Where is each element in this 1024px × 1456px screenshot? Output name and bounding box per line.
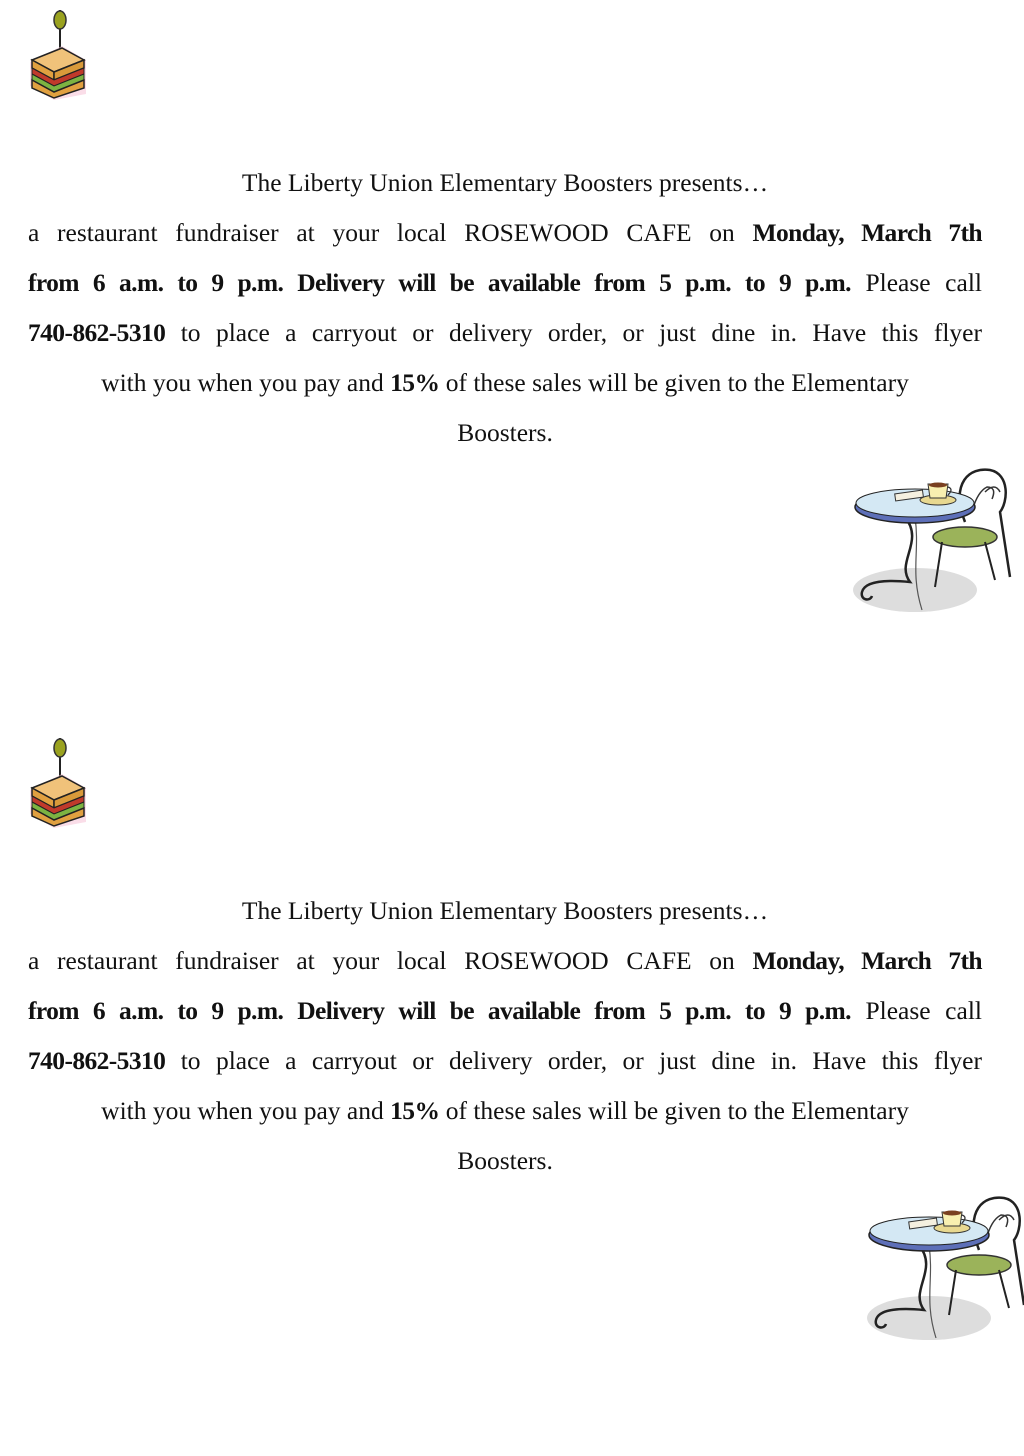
text-segment: Boosters.	[457, 418, 553, 447]
text-line	[28, 1036, 982, 1086]
text-segment: to place a carryout or delivery order, or just dine in. Have this flyer	[165, 318, 982, 347]
cafe-table-icon	[864, 1190, 1024, 1345]
text-segment: of these sales will be given to the Elementary	[439, 1096, 909, 1125]
bold-text: from 6 a.m. to 9 p.m. Delivery will be available from 5 p.m. to 9 p.m.	[28, 268, 851, 297]
flyer-text	[28, 158, 982, 458]
bold-text: Monday, March 7th	[752, 218, 982, 247]
text-segment: The Liberty Union Elementary Boosters presents…	[241, 896, 769, 925]
text-segment: Boosters.	[457, 1146, 553, 1175]
bold-text: 740-862-5310	[28, 1046, 166, 1075]
flyer-text	[28, 886, 982, 1186]
text-segment: of these sales will be given to the Elementary	[439, 368, 909, 397]
bold-text: 15%	[390, 1096, 440, 1125]
bold-text: 740-862-5310	[28, 318, 166, 347]
text-line	[28, 258, 982, 308]
text-line	[28, 358, 982, 408]
text-segment: a restaurant fundraiser at your local ROSEWOOD CAFE on	[28, 946, 753, 975]
text-segment: Please call	[850, 268, 982, 297]
text-line	[28, 886, 982, 936]
text-segment: to place a carryout or delivery order, or just dine in. Have this flyer	[165, 1046, 982, 1075]
text-line	[28, 208, 982, 258]
text-line	[28, 936, 982, 986]
text-segment: Please call	[850, 996, 982, 1025]
text-line	[28, 408, 982, 458]
text-segment: with you when you pay and	[101, 1096, 391, 1125]
sandwich-icon	[24, 2, 94, 102]
text-line	[28, 308, 982, 358]
sandwich-icon	[24, 730, 94, 830]
cafe-table-icon	[850, 462, 1015, 617]
text-segment: The Liberty Union Elementary Boosters presents…	[241, 168, 769, 197]
text-line	[28, 1136, 982, 1186]
text-segment: a restaurant fundraiser at your local ROSEWOOD CAFE on	[28, 218, 753, 247]
text-line	[28, 1086, 982, 1136]
bold-text: from 6 a.m. to 9 p.m. Delivery will be available from 5 p.m. to 9 p.m.	[28, 996, 851, 1025]
text-segment: with you when you pay and	[101, 368, 391, 397]
bold-text: Monday, March 7th	[752, 946, 982, 975]
flyer	[0, 728, 1024, 1456]
text-line	[28, 986, 982, 1036]
text-line	[28, 158, 982, 208]
bold-text: 15%	[390, 368, 440, 397]
